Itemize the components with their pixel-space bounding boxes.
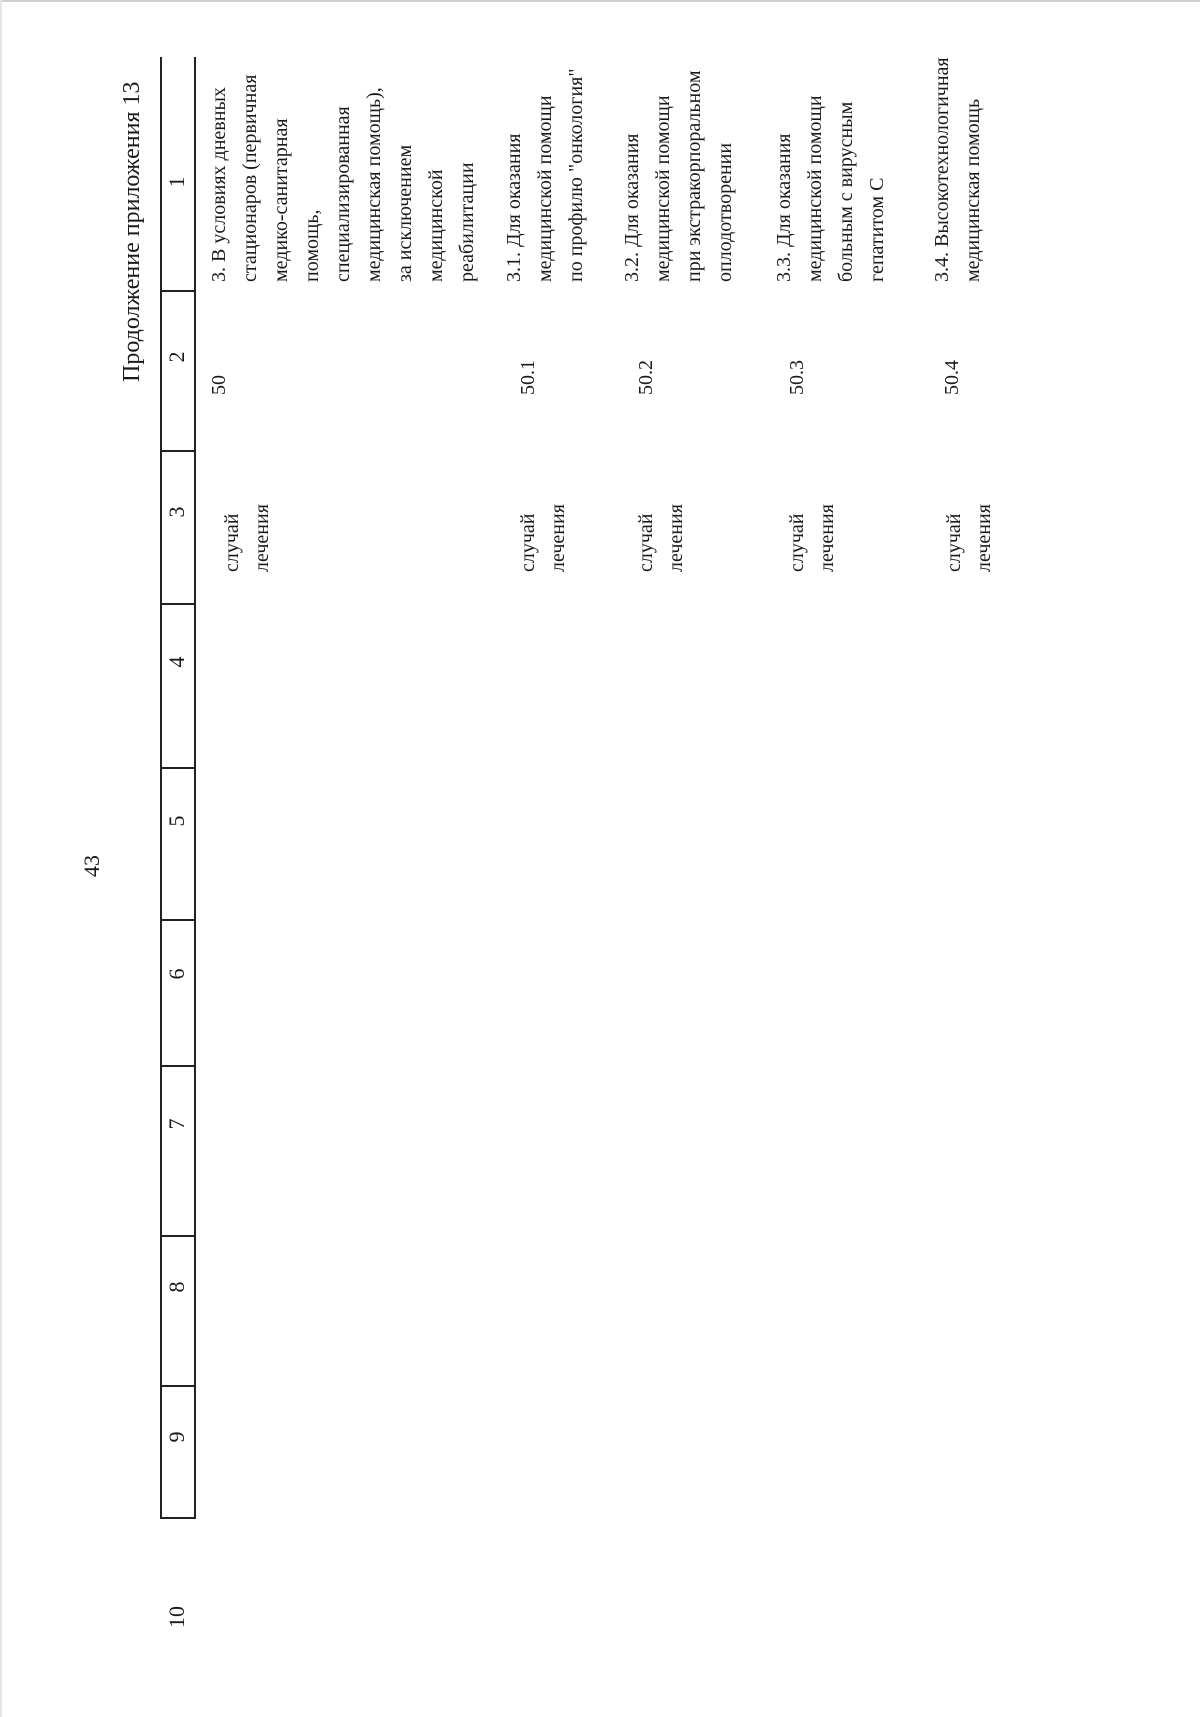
col-number-7: 7 bbox=[164, 1118, 189, 1130]
row-label-line: медицинской помощи bbox=[804, 95, 826, 282]
row-label-line: медицинской bbox=[425, 169, 447, 282]
col-divider-4 bbox=[160, 767, 196, 769]
col-number-10: 10 bbox=[164, 1606, 189, 1628]
continuation-title: Продолжение приложения 13 bbox=[119, 81, 145, 382]
row-label-line: реабилитации bbox=[456, 162, 478, 282]
row-label-line: стационаров (первичная bbox=[239, 74, 261, 282]
row-unit-line: лечения bbox=[665, 504, 687, 572]
row-label-line: при экстракорпоральном bbox=[683, 70, 705, 282]
row-unit-line: лечения bbox=[251, 504, 273, 572]
row-unit-line: случай bbox=[786, 513, 808, 572]
col-divider-3 bbox=[160, 603, 196, 605]
row-label-line: оплодотворении bbox=[714, 142, 736, 282]
col-number-8: 8 bbox=[164, 1281, 189, 1293]
row-label-line: медицинская помощь bbox=[962, 98, 984, 282]
row-code: 50.1 bbox=[517, 360, 539, 395]
row-code: 50.3 bbox=[786, 360, 808, 395]
row-unit-line: случай bbox=[517, 513, 539, 572]
row-unit-line: лечения bbox=[547, 504, 569, 572]
row-label-line: больным с вирусным bbox=[835, 101, 857, 282]
row-label-line: 3. В условиях дневных bbox=[208, 87, 230, 282]
row-label-line: 3.3. Для оказания bbox=[773, 133, 795, 282]
row-label-line: медико-санитарная bbox=[270, 118, 292, 282]
row-label-line: 3.4. Высокотехнологичная bbox=[931, 57, 953, 282]
row-label-line: медицинской помощи bbox=[534, 95, 556, 282]
col-number-4: 4 bbox=[164, 656, 189, 668]
row-code: 50.4 bbox=[941, 360, 963, 395]
row-unit-line: случай bbox=[943, 513, 965, 572]
row-label-line: помощь, bbox=[301, 209, 323, 282]
col-divider-1 bbox=[160, 290, 196, 292]
row-label-line: медицинской помощи bbox=[652, 95, 674, 282]
col-number-6: 6 bbox=[164, 968, 189, 980]
col-divider-6 bbox=[160, 1065, 196, 1067]
row-label-line: за исключением bbox=[394, 144, 416, 282]
col-number-3: 3 bbox=[164, 506, 189, 518]
col-divider-5 bbox=[160, 919, 196, 921]
row-unit-line: лечения bbox=[973, 504, 995, 572]
row-unit-line: случай bbox=[221, 513, 243, 572]
row-label-line: 3.1. Для оказания bbox=[503, 133, 525, 282]
col-divider-2 bbox=[160, 450, 196, 452]
row-label-line: по профилю "онкология" bbox=[565, 68, 587, 282]
page-number: 43 bbox=[79, 855, 104, 877]
col-number-5: 5 bbox=[164, 815, 189, 827]
row-unit-line: лечения bbox=[816, 504, 838, 572]
row-label-line: медицинская помощь), bbox=[363, 87, 385, 282]
row-label-line: специализированная bbox=[332, 106, 354, 282]
header-bottom-line bbox=[194, 57, 196, 1517]
col-number-9: 9 bbox=[164, 1431, 189, 1443]
col-number-2: 2 bbox=[164, 351, 189, 363]
col-number-1: 1 bbox=[164, 176, 189, 188]
row-code: 50 bbox=[208, 375, 230, 395]
row-unit-line: случай bbox=[635, 513, 657, 572]
row-code: 50.2 bbox=[635, 360, 657, 395]
header-top-line bbox=[160, 57, 162, 1517]
row-label-line: гепатитом С bbox=[866, 177, 888, 282]
row-label-line: 3.2. Для оказания bbox=[621, 133, 643, 282]
